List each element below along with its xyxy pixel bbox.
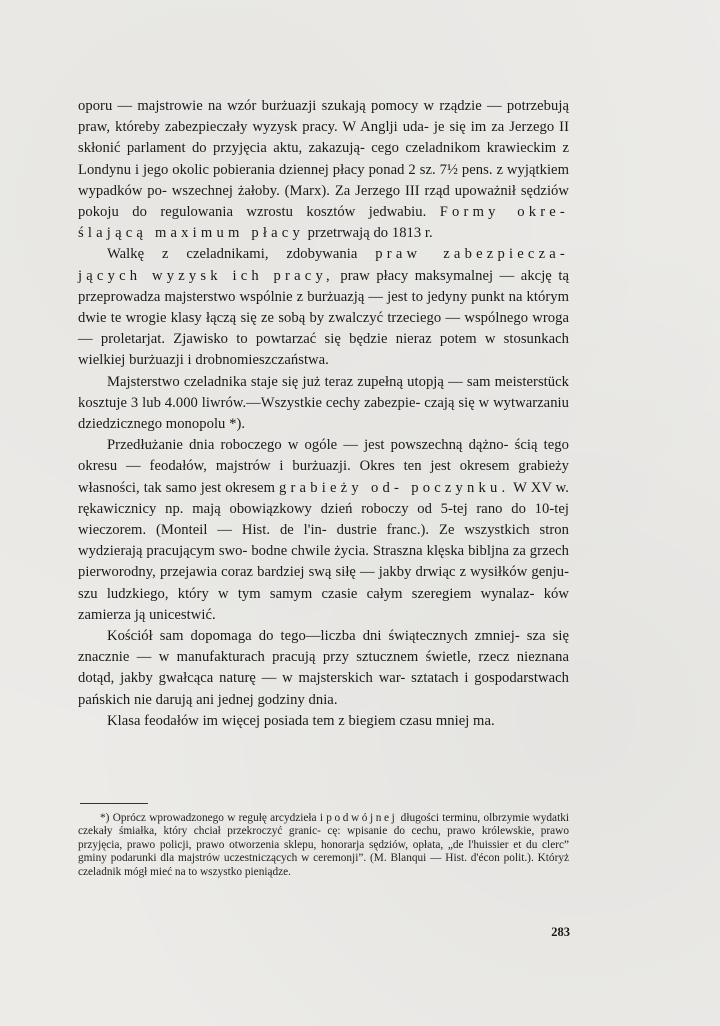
text-run: W XV w. rękawicznicy np. mają obowiązkowy dzień roboczy od 5-tej rano do 10-tej wieczorem. (Monteil — Hist. de l'in- dustrie franc.). Ze wszystkich stron wydzierają pracującym swo- bodne chwile życia. Straszna klęska bibljna za grzech pierworodny, przejawia coraz bardziej swą siłę — jakby drwiąc z wysiłków genju- szu ludzkiego, który w tym samym czasie całym szeregiem wynalaz- ków zamierza ją unicestwić. — [78, 479, 569, 623]
paragraph-2 — [78, 244, 569, 371]
text-run: Walkę z czeladnikami, zdobywania — [107, 246, 376, 263]
footnote-separator — [80, 803, 148, 804]
paragraph-5 — [78, 626, 569, 711]
spaced-emphasis-text: Formy okre- ślającą maximum płacy — [78, 204, 569, 242]
paragraph-3 — [78, 372, 569, 436]
body-text — [78, 96, 569, 732]
text-run: Przedłużanie dnia roboczego w ogóle — jest powszechną dążno- ścią tego okresu — feodałów, majstrów i burżuazji. Okres ten jest okresem grabieży własności, tak samo jest okresem — [78, 437, 569, 496]
spaced-emphasis-text: grabieży od- poczynku. — [279, 479, 510, 496]
text-run: praw płacy maksymalnej — akcję tą przeprowadza majsterstwo wspólnie z burżuazją — jest to jedyny punkt na którym dwie te wrogie klasy łączą się ze sobą by zwalczyć trzeciego — wspólnego wroga — proletarjat. Zjawisko to powtarzać się będzie nieraz potem w stosunkach wielkiej burżuazji i drobnomieszczaństwa. — [78, 267, 569, 369]
footnote — [78, 812, 569, 879]
text-run: *) Oprócz wprowadzonego w regułę arcydzieła i — [100, 812, 327, 824]
page-number: 283 — [551, 925, 570, 939]
text-run: przetrwają do 1813 r. — [303, 225, 433, 242]
text-run: Kościół sam dopomaga do tego—liczba dni świątecznych zmniej- sza się znacznie — w manufakturach pracują przy sztucznem świetle, rzecz nieznana dotąd, jakby gwałcąca naturę — w majsterskich war- sztatach i gospodarstwach pańskich nie darują ani jednej godziny dnia. — [78, 628, 569, 708]
text-run: Majsterstwo czeladnika staje się już teraz zupełną utopją — sam meisterstück kosztuje 3 lub 4.000 liwrów.—Wszystkie cechy zabezpie- czają się w wytwarzaniu dziedzicznego monopolu *). — [78, 373, 569, 433]
text-run: długości terminu, olbrzymie wydatki czekały śmiałka, który chciał przekroczyć granic- cę: wpisanie do cechu, prawo królewskie, prawo przyjęcia, prawo policji, prawo otworzenia sklepu, honorarja sędziów, opłata, „de l'huissier et du clerc” gminy podarunki dla majstrów uczestniczących w ceremonji”. (M. Blanqui — Hist. d'écon polit.). Któryż czeladnik mógł mieć na to wszystko pieniądze. — [78, 812, 569, 878]
paragraph-1 — [78, 96, 569, 244]
text-run: oporu — majstrowie na wzór burżuazji szukają pomocy w rządzie — potrzebują praw, któreby zabezpieczały wyzysk pracy. W Anglji uda- je się im za Jerzego II skłonić parlament do przyjęcia aktu, zakazują- cego czeladnikom krawieckim z Londynu i jego okolic pobierania dziennej płacy ponad 2 sz. 7½ pens. z wyjątkiem wypadków po- wszechnej żałoby. (Marx). Za Jerzego III rząd upoważnił sędziów pokoju do regulowania wzrostu kosztów jedwabiu. — [78, 98, 569, 221]
paragraph-4 — [78, 435, 569, 626]
text-run: Klasa feodałów im więcej posiada tem z biegiem czasu mniej ma. — [107, 712, 495, 729]
paragraph-6 — [78, 711, 569, 732]
spaced-emphasis-text: podwójnej — [326, 812, 398, 824]
spaced-emphasis-text: praw zabezpiecza- jących wyzysk ich pracy, — [78, 246, 569, 284]
